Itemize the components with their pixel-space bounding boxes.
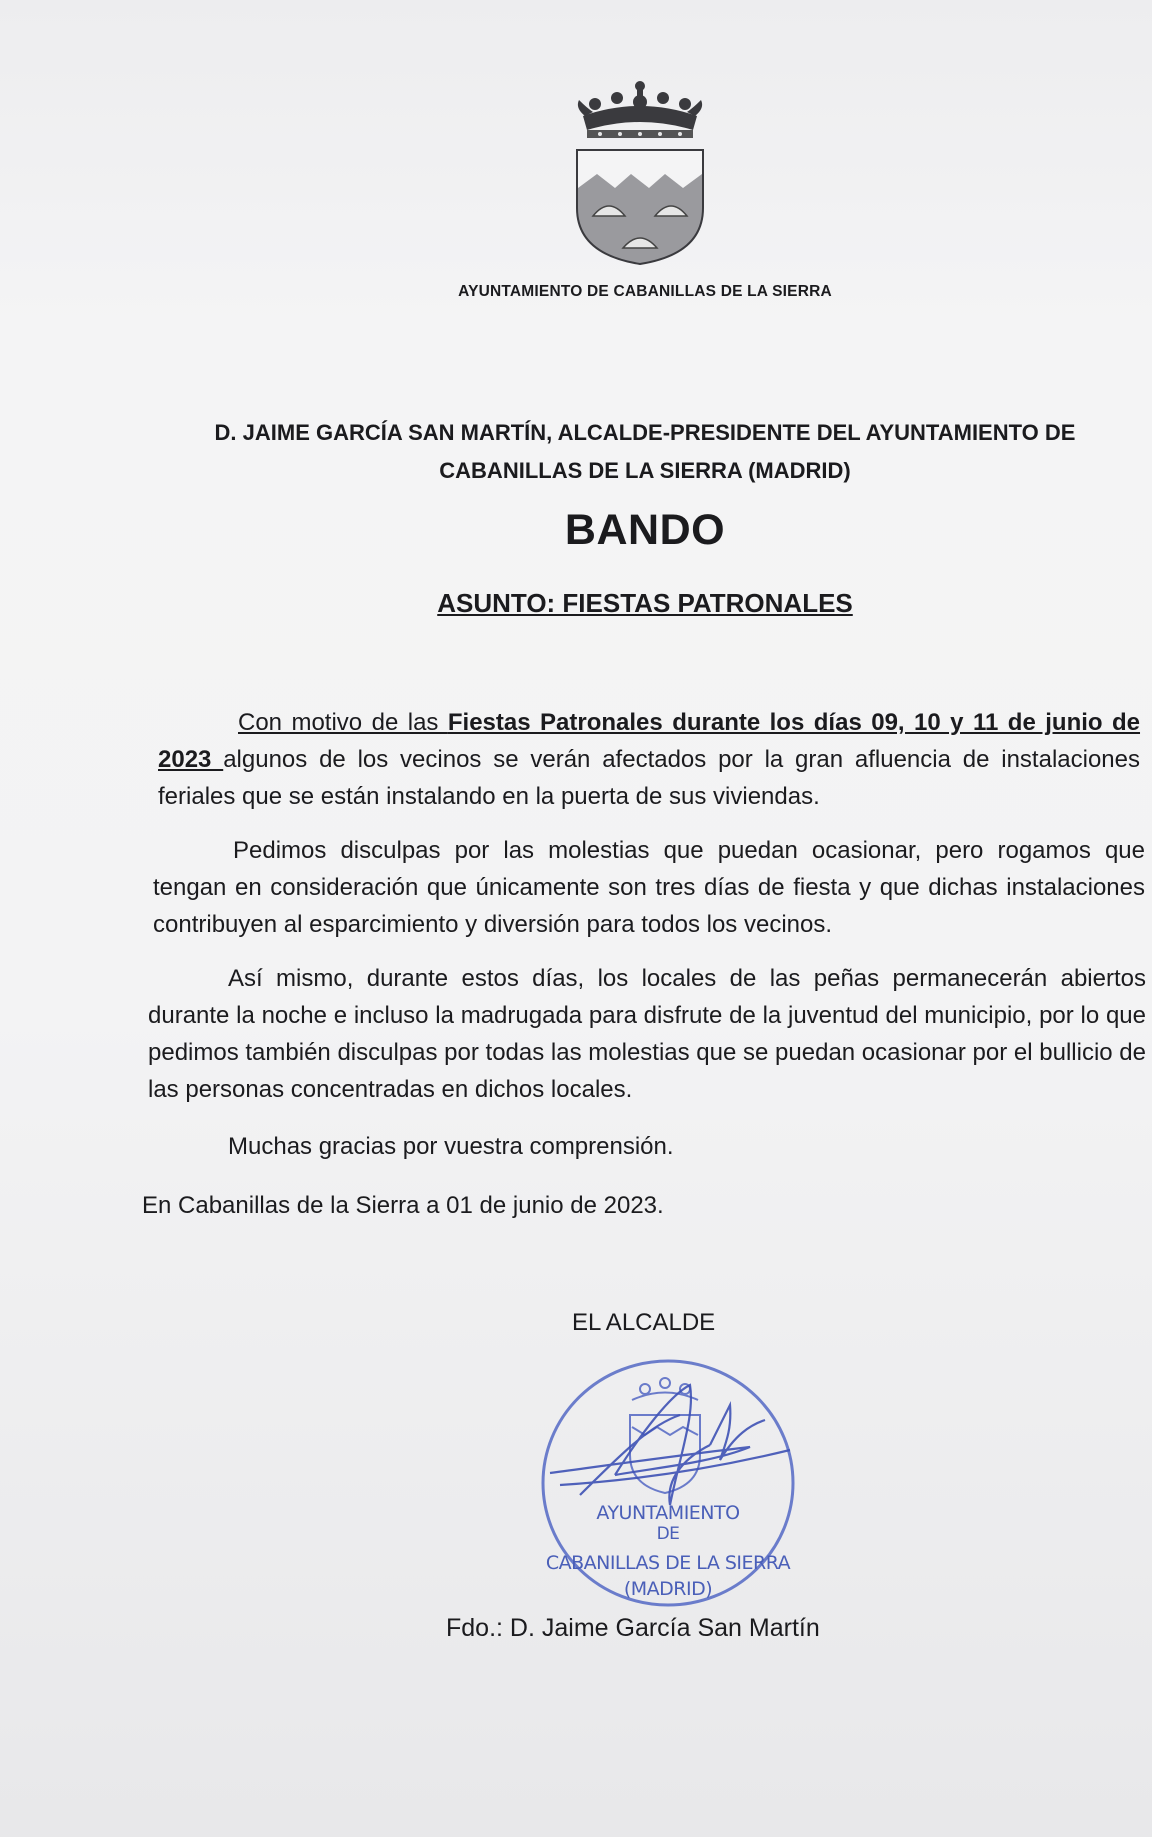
stamp-line-2: DE <box>656 1524 680 1544</box>
coat-of-arms-icon <box>565 78 715 268</box>
paragraph-1-dates: Fiestas Patronales durante los días 09, 10 y 11 de junio de 2023 <box>158 709 1141 773</box>
closing-thanks: Muchas gracias por vuestra comprensión. <box>228 1133 674 1160</box>
paragraph-3-text: Así mismo, durante estos días, los locales de las peñas permanecerán abiertos durante la noche e incluso la madrugada para disfrute de la juventud del municipio, por lo que pedimos también disculpas por todas las molestias que se puedan ocasionar por el bullicio de las personas concentradas en dichos locales. <box>148 965 1146 1103</box>
organization-name: AYUNTAMIENTO DE CABANILLAS DE LA SIERRA <box>458 283 832 300</box>
place-and-date: En Cabanillas de la Sierra a 01 de junio de 2023. <box>142 1192 664 1219</box>
paragraph-1-intro: Con motivo de las <box>238 709 448 736</box>
stamp-line-4: (MADRID) <box>623 1578 713 1600</box>
stamp-line-1: AYUNTAMIENTO <box>596 1502 740 1524</box>
paragraph-2 <box>153 832 1145 943</box>
signed-by: Fdo.: D. Jaime García San Martín <box>446 1614 820 1642</box>
paragraph-1-rest: algunos de los vecinos se verán afectados por la gran afluencia de instalaciones feriales que se están instalando en la puerta de sus viviendas. <box>158 746 1141 810</box>
stamp-line-3: CABANILLAS DE LA SIERRA <box>545 1552 791 1574</box>
document-title: BANDO <box>564 506 726 554</box>
document-subject: ASUNTO: FIESTAS PATRONALES <box>437 588 853 618</box>
paragraph-3 <box>148 960 1146 1108</box>
paragraph-1 <box>158 704 1140 815</box>
document-heading: D. JAIME GARCÍA SAN MARTÍN, ALCALDE-PRESIDENTE DEL AYUNTAMIENTO DE CABANILLAS DE LA SIERRA (MADRID) <box>214 420 1076 483</box>
paragraph-2-text: Pedimos disculpas por las molestias que puedan ocasionar, pero rogamos que tengan en consideración que únicamente son tres días de fiesta y que dichas instalaciones contribuyen al esparcimiento y diversión para todos los vecinos. <box>153 837 1145 938</box>
signer-title: EL ALCALDE <box>572 1309 716 1336</box>
